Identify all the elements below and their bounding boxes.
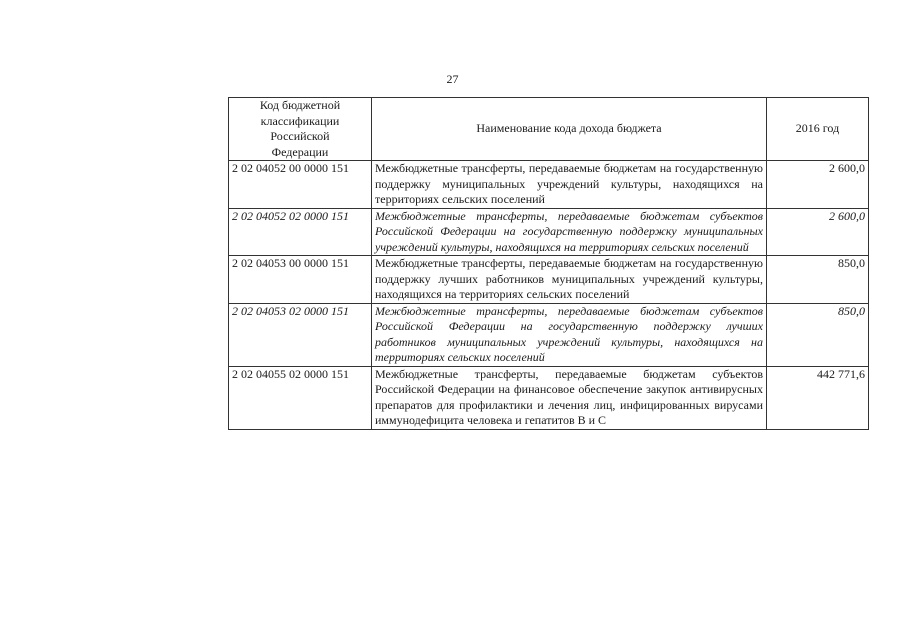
row-amount: 2 600,0 xyxy=(767,161,869,209)
row-name: Межбюджетные трансферты, передаваемые бюджетам на государственную поддержку лучших работников муниципальных учреждений культуры, находящихся на территориях сельских поселений xyxy=(372,256,767,304)
row-code: 2 02 04055 02 0000 151 xyxy=(229,366,372,429)
table-row xyxy=(229,303,869,366)
row-amount: 850,0 xyxy=(767,256,869,304)
row-amount: 442 771,6 xyxy=(767,366,869,429)
row-name: Межбюджетные трансферты, передаваемые бюджетам субъектов Российской Федерации на финансовое обеспечение закупок антивирусных препаратов для профилактики и лечения лиц, инфицированных вирусами иммунодефицита человека и гепатитов В и С xyxy=(372,366,767,429)
header-code: Код бюджетной классификации Российской Федерации xyxy=(229,98,372,161)
row-name: Межбюджетные трансферты, передаваемые бюджетам субъектов Российской Федерации на государственную поддержку лучших работников муниципальных учреждений культуры, находящихся на территориях сельских поселений xyxy=(372,303,767,366)
header-year: 2016 год xyxy=(767,98,869,161)
row-name: Межбюджетные трансферты, передаваемые бюджетам субъектов Российской Федерации на государственную поддержку муниципальных учреждений культуры, находящихся на территориях сельских поселений xyxy=(372,208,767,256)
row-code: 2 02 04053 00 0000 151 xyxy=(229,256,372,304)
table-header-row xyxy=(229,98,869,161)
row-amount: 850,0 xyxy=(767,303,869,366)
budget-income-table xyxy=(228,97,869,430)
row-code: 2 02 04052 02 0000 151 xyxy=(229,208,372,256)
row-name: Межбюджетные трансферты, передаваемые бюджетам на государственную поддержку муниципальных учреждений культуры, находящихся на территориях сельских поселений xyxy=(372,161,767,209)
header-name: Наименование кода дохода бюджета xyxy=(372,98,767,161)
row-amount: 2 600,0 xyxy=(767,208,869,256)
page-number: 27 xyxy=(446,72,459,86)
table-row xyxy=(229,208,869,256)
table-row xyxy=(229,161,869,209)
table-row xyxy=(229,366,869,429)
table-row xyxy=(229,256,869,304)
row-code: 2 02 04052 00 0000 151 xyxy=(229,161,372,209)
row-code: 2 02 04053 02 0000 151 xyxy=(229,303,372,366)
